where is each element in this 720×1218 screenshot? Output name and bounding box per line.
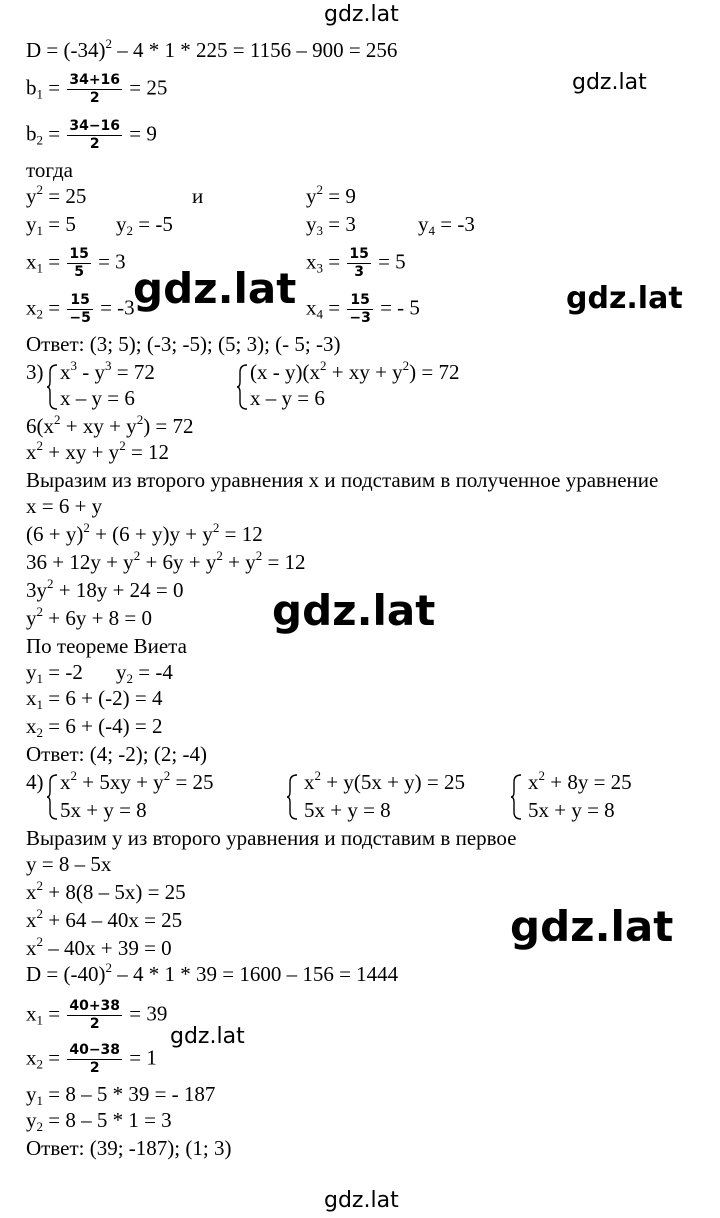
b1-line: $b_1$ = $\frac{34+16}{2}$ = 25 <box>26 72 168 106</box>
system-brace-4a <box>46 774 58 820</box>
watermark-large-right: gdz.lat <box>510 902 674 951</box>
vieta-x1: $x_1 = 6 + (-2) = 4$ <box>26 686 163 712</box>
fraction-x1: $\frac{15}{5}$ <box>69 246 89 280</box>
root-x2-line: $x_2$ = $\frac{40-38}{2}$ = 1 <box>26 1042 157 1076</box>
system-brace-3b <box>236 364 248 410</box>
y2-result: $y_2 = 8 - 5 * 1 = 3$ <box>26 1108 172 1134</box>
watermark-right-middle: gdz.lat <box>566 281 683 316</box>
y4-value: $y_4 = -3$ <box>418 212 475 238</box>
fraction-x2: $\frac{15}{-5}$ <box>69 292 91 326</box>
then-word: тогда <box>26 158 73 182</box>
vieta-x2: $x_2 = 6 + (-4) = 2$ <box>26 714 163 740</box>
y-substitution: y = 8 – 5x <box>26 852 112 876</box>
system-4-eq-5: $x^2 + 8y = 25$ <box>528 768 632 794</box>
system-3-eq-4: x – y = 6 <box>250 386 325 410</box>
part-4-number: 4) <box>26 770 44 794</box>
fraction-root-x2: $\frac{40-38}{2}$ <box>69 1042 121 1076</box>
vieta-y1: $y_1 = -2$ <box>26 660 83 686</box>
y3-value: $y_3 = 3$ <box>306 212 356 238</box>
answer-part-2: Ответ: (3; 5); (-3; -5); (5; 3); (- 5; -3) <box>26 332 341 356</box>
expanded-equation-4: $x^2 + 64 - 40x = 25$ <box>26 906 183 932</box>
fraction-x4: $\frac{15}{-3}$ <box>349 292 371 326</box>
watermark-large-left: gdz.lat <box>133 264 297 313</box>
x4-line: $x_4$ = $\frac{15}{-3}$ = - 5 <box>306 292 420 326</box>
fraction-root-x1: $\frac{40+38}{2}$ <box>69 998 121 1032</box>
watermark-right-upper: gdz.lat <box>572 70 647 95</box>
equation-sum-12: $x^2$ + xy + $y^2 = 12$ <box>26 438 170 464</box>
watermark-bottom: gdz.lat <box>324 1188 399 1213</box>
system-3-eq-3: $(x - y)(x^2$ + xy + $y^2) = 72$ <box>250 358 460 384</box>
system-brace-3a <box>46 364 58 410</box>
system-3-eq-2: x – y = 6 <box>60 386 135 410</box>
fraction-b1: $\frac{34+16}{2}$ <box>69 72 121 106</box>
system-4-eq-6: 5x + y = 8 <box>528 798 615 822</box>
vieta-y2: $y_2 = -4$ <box>116 660 173 686</box>
express-x-text: Выразим из второго уравнения х и подставим в полученное уравнение <box>26 468 659 492</box>
system-4-eq-3: $x^2 + y(5x + y) = 25$ <box>304 768 466 794</box>
system-4-eq-1: $x^2 + 5xy + y^2 = 25$ <box>60 768 214 794</box>
y2-value: $y_2 = -5$ <box>116 212 173 238</box>
substituted-equation-4: $x^2 + 8(8 - 5x) = 25$ <box>26 878 186 904</box>
x2-line: $x_2$ = $\frac{15}{-5}$ = -3 <box>26 292 135 326</box>
y-squared-9: $y^2 = 9$ <box>306 182 356 208</box>
system-4-eq-2: 5x + y = 8 <box>60 798 147 822</box>
answer-part-3: Ответ: (4; -2); (2; -4) <box>26 742 207 766</box>
fraction-b2: $\frac{34-16}{2}$ <box>69 118 121 152</box>
express-y-text: Выразим у из второго уравнения и подставим в первое <box>26 826 517 850</box>
x-substitution: x = 6 + y <box>26 494 103 518</box>
system-brace-4b <box>286 774 298 820</box>
y1-value: $y_1 = 5$ <box>26 212 76 238</box>
root-x1-line: $x_1$ = $\frac{40+38}{2}$ = 39 <box>26 998 168 1032</box>
quadratic-y2: $y^2 + 6y + 8 = 0$ <box>26 604 153 630</box>
vieta-text: По теореме Виета <box>26 634 187 658</box>
quadratic-4: $x^2 - 40x + 39 = 0$ <box>26 934 172 960</box>
x1-line: $x_1$ = $\frac{15}{5}$ = 3 <box>26 246 126 280</box>
quadratic-3y2: $3y^2 + 18y + 24 = 0$ <box>26 576 184 602</box>
discriminant-line-2: $D = (-40)^2 - 4 * 1 * 39 = 1600 - 156 = 1444$ <box>26 960 399 986</box>
substituted-equation: $(6 + y)^2 + (6 + y)y + y^2 = 12$ <box>26 520 263 546</box>
discriminant-line-1: $D = (-34)^2 - 4 * 1 * 225 = 1156 - 900 = 256$ <box>26 36 398 62</box>
b2-line: $b_2$ = $\frac{34-16}{2}$ = 9 <box>26 118 157 152</box>
answer-part-4: Ответ: (39; -187); (1; 3) <box>26 1136 232 1160</box>
system-4-eq-4: 5x + y = 8 <box>304 798 391 822</box>
x3-line: $x_3$ = $\frac{15}{3}$ = 5 <box>306 246 406 280</box>
watermark-large-center: gdz.lat <box>272 586 436 635</box>
y-squared-25: $y^2 = 25$ <box>26 182 87 208</box>
equation-6x2: $6(x^2$ + xy + $y^2) = 72$ <box>26 412 194 438</box>
watermark-small-lower: gdz.lat <box>170 1024 245 1049</box>
and-word: и <box>192 184 204 208</box>
system-brace-4c <box>510 774 522 820</box>
fraction-x3: $\frac{15}{3}$ <box>349 246 369 280</box>
expanded-equation: $36 + 12y + y^2 + 6y + y^2 + y^2 = 12$ <box>26 548 306 574</box>
system-3-eq-1: $x^3 - y^3 = 72$ <box>60 358 155 384</box>
watermark-top: gdz.lat <box>324 2 399 27</box>
part-3-number: 3) <box>26 360 44 384</box>
y1-result: $y_1 = 8 - 5 * 39$ = - 187 <box>26 1082 216 1108</box>
